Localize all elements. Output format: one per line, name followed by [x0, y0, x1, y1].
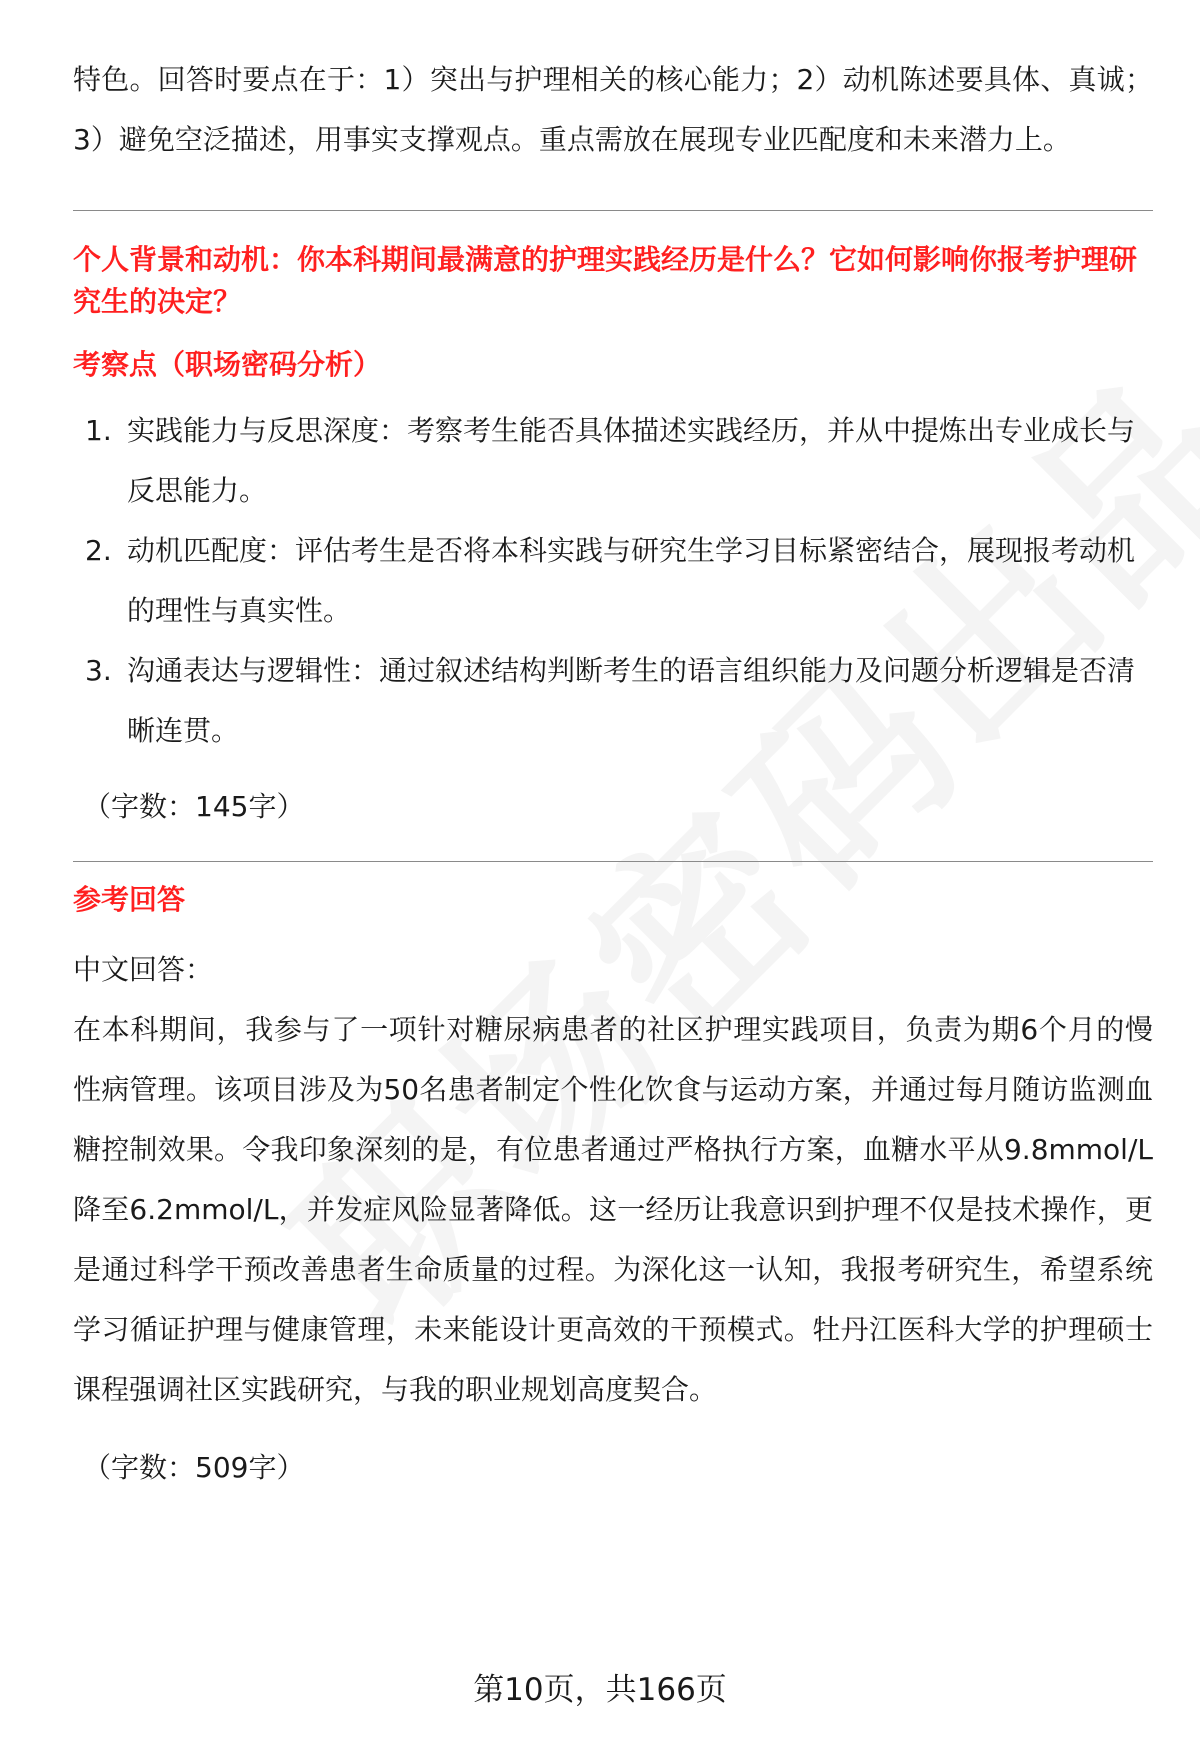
analysis-points-list — [73, 401, 1153, 761]
point-text: 实践能力与反思深度：考察考生能否具体描述实践经历，并从中提炼出专业成长与反思能力。 — [127, 414, 1136, 507]
analysis-point — [73, 641, 1153, 761]
question-title: 个人背景和动机：你本科期间最满意的护理实践经历是什么？它如何影响你报考护理研究生的决定？ — [73, 243, 1138, 318]
analysis-point — [73, 401, 1153, 521]
reference-heading: 参考回答 — [73, 883, 186, 916]
point-text: 动机匹配度：评估考生是否将本科实践与研究生学习目标紧密结合，展现报考动机的理性与真实性。 — [127, 534, 1136, 627]
answer-word-count: （字数：509字） — [83, 1451, 305, 1484]
answer-paragraph: 在本科期间，我参与了一项针对糖尿病患者的社区护理实践项目，负责为期6个月的慢性病管理。该项目涉及为50名患者制定个性化饮食与运动方案，并通过每月随访监测血糖控制效果。令我印象深刻的是，有位患者通过严格执行方案，血糖水平从9.8mmol/L降至6.2mmol/L，并发症风险显著降低。这一经历让我意识到护理不仅是技术操作，更是通过科学干预改善患者生命质量的过程。为深化这一认知，我报考研究生，希望系统学习循证护理与健康管理，未来能设计更高效的干预模式。牡丹江医科大学的护理硕士课程强调社区实践研究，与我的职业规划高度契合。 — [73, 1013, 1153, 1406]
point-number: 2. — [85, 534, 112, 567]
answer-label: 中文回答： — [73, 953, 214, 986]
analysis-word-count: （字数：145字） — [83, 790, 305, 823]
analysis-point — [73, 521, 1153, 641]
point-number: 1. — [85, 414, 112, 447]
analysis-heading: 考察点（职场密码分析） — [73, 348, 382, 381]
page-content — [73, 50, 1153, 1498]
page-number-footer: 第10页，共166页 — [473, 1672, 727, 1708]
point-text: 沟通表达与逻辑性：通过叙述结构判断考生的语言组织能力及问题分析逻辑是否清晰连贯。 — [127, 654, 1136, 747]
intro-paragraph: 特色。回答时要点在于：1）突出与护理相关的核心能力；2）动机陈述要具体、真诚；3）避免空泛描述，用事实支撑观点。重点需放在展现专业匹配度和未来潜力上。 — [73, 63, 1153, 156]
point-number: 3. — [85, 654, 112, 687]
